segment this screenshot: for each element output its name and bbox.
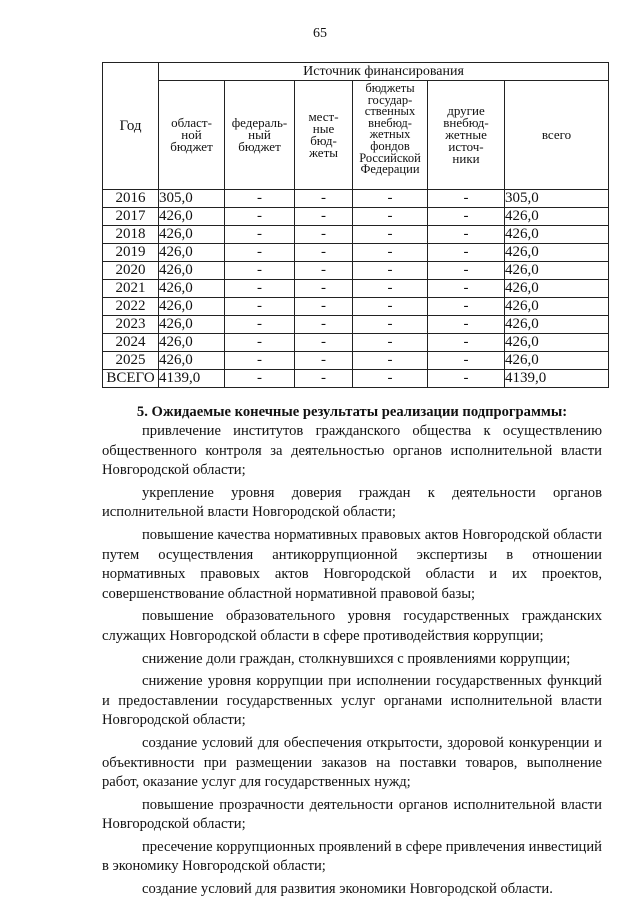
cell-other: -: [428, 334, 505, 352]
cell-local: -: [295, 226, 353, 244]
cell-regional: 426,0: [159, 226, 225, 244]
cell-other: -: [428, 262, 505, 280]
cell-total: 426,0: [505, 334, 609, 352]
table-row: [103, 244, 609, 262]
cell-federal: -: [225, 370, 295, 388]
cell-year: 2024: [103, 334, 159, 352]
cell-total: 4139,0: [505, 370, 609, 388]
cell-federal: -: [225, 190, 295, 208]
cell-funds: -: [353, 208, 428, 226]
paragraph-list: [102, 422, 602, 900]
result-paragraph: создание условий для развития экономики Новгородской области.: [142, 881, 553, 898]
table-row: [103, 280, 609, 298]
cell-year: 2020: [103, 262, 159, 280]
cell-local: -: [295, 280, 353, 298]
cell-funds: -: [353, 226, 428, 244]
cell-funds: -: [353, 280, 428, 298]
cell-funds: -: [353, 316, 428, 334]
cell-total: 426,0: [505, 352, 609, 370]
result-paragraph: привлечение институтов гражданского общества к осуществлению общественного контроля за деятельностью органов исполнительной власти Новгородской области;: [102, 423, 602, 479]
results-section: [102, 403, 602, 900]
col-funds-label: бюджеты государ- ственных внебюд- жетных фондов Российской Федерации: [359, 81, 421, 177]
cell-year: 2016: [103, 190, 159, 208]
year-column-header: Год: [103, 63, 159, 190]
cell-local: -: [295, 208, 353, 226]
col-federal-label: федераль- ный бюджет: [231, 115, 288, 154]
table-row: [103, 190, 609, 208]
cell-other: -: [428, 208, 505, 226]
cell-other: -: [428, 298, 505, 316]
cell-total: 305,0: [505, 190, 609, 208]
result-paragraph: повышение образовательного уровня государственных гражданских служащих Новгородской области в сфере противодействия коррупции;: [102, 608, 602, 644]
cell-local: -: [295, 352, 353, 370]
cell-regional: 426,0: [159, 280, 225, 298]
cell-funds: -: [353, 190, 428, 208]
section-heading: 5. Ожидаемые конечные результаты реализации подпрограммы:: [136, 404, 568, 420]
cell-other: -: [428, 244, 505, 262]
page-number: 65: [313, 26, 327, 41]
cell-federal: -: [225, 316, 295, 334]
result-paragraph: создание условий для обеспечения открытости, здоровой конкуренции и объективности при размещении заказов на поставки товаров, выполнение работ, оказание услуг для государственных нужд;: [102, 734, 602, 791]
result-paragraph: повышение качества нормативных правовых актов Новгородской области путем осуществления антикоррупционной экспертизы в отношении нормативных правовых актов Новгородской области и их проектов, совершенствование областной нормативной правовой базы;: [102, 526, 602, 602]
cell-regional: 426,0: [159, 316, 225, 334]
cell-funds: -: [353, 244, 428, 262]
cell-federal: -: [225, 208, 295, 226]
cell-federal: -: [225, 334, 295, 352]
table-row: [103, 334, 609, 352]
cell-other: -: [428, 370, 505, 388]
cell-year: 2023: [103, 316, 159, 334]
cell-funds: -: [353, 298, 428, 316]
cell-year: 2025: [103, 352, 159, 370]
result-paragraph: снижение доли граждан, столкнувшихся с проявлениями коррупции;: [142, 650, 571, 667]
table-row: [103, 316, 609, 334]
cell-total: 426,0: [505, 244, 609, 262]
cell-local: -: [295, 262, 353, 280]
col-local-header: [295, 81, 353, 190]
cell-regional: 426,0: [159, 244, 225, 262]
col-regional-label: област- ной бюджет: [170, 115, 213, 154]
cell-federal: -: [225, 226, 295, 244]
result-paragraph: повышение прозрачности деятельности органов исполнительной власти Новгородской области;: [102, 796, 602, 833]
cell-federal: -: [225, 262, 295, 280]
cell-year: 2021: [103, 280, 159, 298]
cell-year: 2017: [103, 208, 159, 226]
cell-funds: -: [353, 334, 428, 352]
col-total-header: [505, 81, 609, 190]
table-row: [103, 370, 609, 388]
financing-table: [102, 62, 609, 388]
col-funds-header: [353, 81, 428, 190]
cell-other: -: [428, 352, 505, 370]
cell-regional: 426,0: [159, 208, 225, 226]
cell-other: -: [428, 226, 505, 244]
cell-regional: 426,0: [159, 334, 225, 352]
cell-federal: -: [225, 244, 295, 262]
cell-total: 426,0: [505, 208, 609, 226]
cell-federal: -: [225, 280, 295, 298]
cell-year: 2022: [103, 298, 159, 316]
result-paragraph: укрепление уровня доверия граждан к деятельности органов исполнительной власти Новгородской области;: [102, 484, 602, 521]
cell-year: 2019: [103, 244, 159, 262]
table-row: [103, 262, 609, 280]
cell-funds: -: [353, 370, 428, 388]
cell-total: 426,0: [505, 280, 609, 298]
cell-local: -: [295, 370, 353, 388]
cell-local: -: [295, 244, 353, 262]
col-regional-header: [159, 81, 225, 190]
cell-local: -: [295, 190, 353, 208]
cell-total: 426,0: [505, 226, 609, 244]
cell-regional: 426,0: [159, 352, 225, 370]
cell-federal: -: [225, 298, 295, 316]
cell-other: -: [428, 316, 505, 334]
col-federal-header: [225, 81, 295, 190]
table-row: [103, 298, 609, 316]
cell-other: -: [428, 280, 505, 298]
cell-regional: 4139,0: [159, 370, 225, 388]
cell-total: 426,0: [505, 262, 609, 280]
cell-funds: -: [353, 262, 428, 280]
col-total-label: всего: [541, 127, 572, 142]
col-other-header: [428, 81, 505, 190]
result-paragraph: снижение уровня коррупции при исполнении государственных функций и предоставлении государственных услуг органами исполнительной власти Новгородской области;: [102, 673, 602, 729]
cell-regional: 426,0: [159, 262, 225, 280]
cell-regional: 305,0: [159, 190, 225, 208]
cell-federal: -: [225, 352, 295, 370]
table-row: [103, 352, 609, 370]
table-row: [103, 226, 609, 244]
table-body: [103, 190, 609, 388]
cell-local: -: [295, 316, 353, 334]
result-paragraph: пресечение коррупционных проявлений в сфере привлечения инвестиций в экономику Новгородской области;: [102, 838, 602, 875]
cell-other: -: [428, 190, 505, 208]
source-header: Источник финансирования: [159, 63, 609, 81]
cell-year: ВСЕГО: [103, 370, 159, 388]
table-row: [103, 208, 609, 226]
cell-local: -: [295, 334, 353, 352]
cell-local: -: [295, 298, 353, 316]
cell-total: 426,0: [505, 316, 609, 334]
col-local-label: мест- ные бюд- жеты: [308, 109, 339, 160]
cell-year: 2018: [103, 226, 159, 244]
cell-regional: 426,0: [159, 298, 225, 316]
cell-total: 426,0: [505, 298, 609, 316]
col-other-label: другие внебюд- жетные источ- ники: [443, 103, 489, 166]
cell-funds: -: [353, 352, 428, 370]
